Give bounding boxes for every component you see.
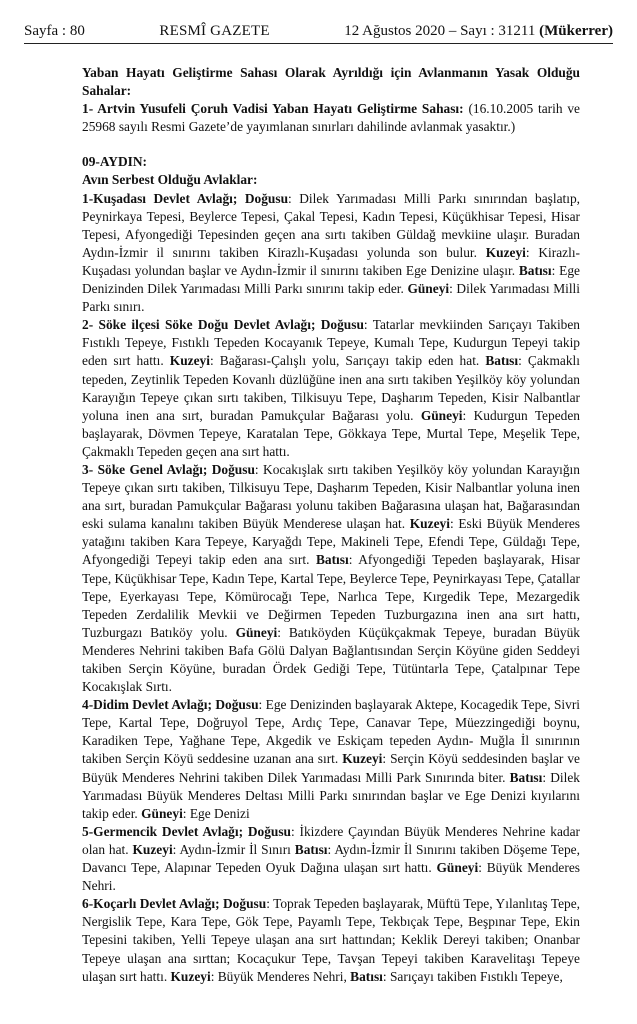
direction-text: : Dilek Yarımadası Milli Parkı sınırından başlatıp, Peynirkaya Tepesi, Beylerce Tepesi, Çakal Tepesi, Kadın Tepesi, Küçükhisar Tepesi, Hisar Tepesi, Afyongediği Tepesinden geçen ana sırtı takiben Güldağ mevkiine ulaşır. Buradan Aydın-İzmir il sınırını takiben Kirazlı-Kuşadası yolunda son bulur. — [82, 190, 580, 260]
direction-label: Doğusu — [244, 190, 289, 206]
direction-label: Kuzeyi — [409, 516, 450, 532]
direction-text: : Toprak Tepeden başlayarak, Müftü Tepe, Yılanlıtaş Tepe, Nergislik Tepe, Kara Tepe, Gök Tepe, Payamlı Tepe, Tekbıçak Tepe, Beşpınar Tepe, Ekin Tepesini takiben, Yelli Tepeye ulaşan ana sırt hattından; Keklik Dereyi takiben; Onanbar Tepeye ulaşan ana sırttan; Kocaçukur Tepe, Tavşan Tepeyi takiben Karavelitaşı Tepeye ulaşan sırt hattı. — [82, 896, 580, 984]
avlak-entry — [82, 696, 580, 823]
direction-label: Güneyi — [420, 407, 463, 423]
direction-label: Doğusu — [223, 896, 267, 912]
direction-label: Kuzeyi — [342, 751, 383, 767]
direction-label: Doğusu — [211, 461, 255, 477]
direction-text: : Tatarlar mevkiinden Sarıçayı Takiben Fıstıklı Tepeye, Fıstıklı Tepeden Kocayanık Tepeye, Kumalı Tepe, Kudurgun Tepeyi takip eden sırt hattı. — [82, 317, 580, 369]
direction-label: Kuzeyi — [170, 968, 211, 984]
direction-text: : Büyük Menderes Nehri, — [210, 968, 351, 984]
direction-label: Batısı — [485, 353, 519, 369]
direction-text: : Çakmaklı tepeden, Zeytinlik Tepeden Kovanlı düzlüğüne inen ana sırtı takiben Yeşilköy köy yolundan Karayığın Tepeye çıkan sırtı takiben, Tilkisuyu Tepe, Daşharım Tepeden, Kisir Nalbantlar yoluna inen ana sırt, buradan Pamukçular Bağarası yolu. — [82, 353, 580, 423]
direction-label: Kuzeyi — [169, 353, 210, 369]
intro-item-text: (16.10.2005 tarih ve 25968 sayılı Resmi Gazete’de yayımlanan sınırları dahilinde avlanmak yasaktır.) — [82, 101, 580, 135]
direction-label: Doğusu — [247, 823, 291, 839]
avlak-entry — [82, 823, 580, 895]
direction-label: Kuzeyi — [132, 841, 173, 857]
direction-label: Batısı — [509, 769, 543, 785]
direction-label: Batısı — [350, 968, 383, 984]
avlak-title: 5-Germencik Devlet Avlağı; — [82, 823, 248, 839]
direction-text: : Büyük Menderes Nehri. — [82, 860, 580, 894]
direction-label: Güneyi — [436, 860, 479, 876]
avlak-list — [82, 190, 580, 986]
direction-text: : Ege Denizinden başlayarak Aktepe, Kocagedik Tepe, Sivri Tepe, Kartal Tepe, Doğruyol Tepe, Ardıç Tepe, Canavar Tepe, Müezzingediği boynu, Karadiken Tepe, Yağhane Tepe, Akgedik ve Eskiçam tepeden Aydın- Muğla İl sınırının takiben Serçin Köyü seddesine uzanan ana sırt. — [82, 697, 580, 767]
direction-text: : Kudurgun Tepeden başlayarak, Dövmen Tepeye, Karatalan Tepe, Gökkaya Tepe, Murtal Tepe, Meşelik Tepe, Çakmaklı Tepeden geçen ana sırt hattı. — [82, 407, 580, 459]
province-code: 09-AYDIN: — [82, 154, 147, 170]
avlak-entry — [82, 190, 580, 317]
avlak-title: 2- Söke ilçesi Söke Doğu Devlet Avlağı; — [82, 317, 321, 333]
direction-text: : Kocakışlak sırtı takiben Yeşilköy köy yolundan Karayığın Tepeye çıkan sırtı takiben, Tilkisuyu Tepe, Daşharım Tepeden, Kisir Nalbantlar yoluna inen ana sırt, buradan Pamukçular Bağarası yolunu takiben Bağarasına ulaşan hat, Bağarasından eski sulama kanalını takiben Büyük Menderese ulaşan hat. — [82, 461, 580, 532]
avlak-entry — [82, 461, 580, 696]
direction-text: : Afyongediği Tepeden başlayarak, Hisar Tepe, Küçükhisar Tepe, Kadın Tepe, Kartal Tepe, Beylerce Tepe, Peynirkayası Tepe, Çatallar Tepe, Eyerkayası Tepe, Kömürocağı Tepe, Narlıca Tepe, Kırgedik Tepe, Mezargedik Tepeden Zerdalilik Mevkii ve Değirmen Tepeden Tuzburgazına inen ana sırt hattı, Tuzburgazı Batıköy yolu. — [82, 552, 580, 640]
direction-label: Güneyi — [407, 281, 450, 297]
avlak-title: 1-Kuşadası Devlet Avlağı; — [82, 190, 245, 206]
direction-label: Batısı — [294, 841, 328, 857]
avlak-title: 3- Söke Genel Avlağı; — [82, 461, 212, 477]
avlak-entry — [82, 316, 580, 461]
issue-date: 12 Ağustos 2020 – Sayı : 31211 — [344, 23, 540, 39]
direction-label: Doğusu — [320, 317, 364, 333]
direction-text: : Serçin Köyü seddesinden başlar ve Büyük Menderes Nehrini takiben Dilek Yarımadası Milli Park Sınırında biter. — [82, 751, 580, 785]
direction-text: : Aydın-İzmir İl Sınırını takiben Döşeme Tepe, Davancı Tepe, Alapınar Tepeden Oyuk Dağına ulaşan sırt hattı. — [82, 841, 580, 876]
issue-edition: (Mükerrer) — [539, 23, 613, 39]
direction-label: Güneyi — [141, 805, 183, 821]
direction-text: : Dilek Yarımadası Milli Parkı sınırı. — [82, 281, 580, 315]
document-body — [82, 64, 580, 986]
intro-item-title: 1- Artvin Yusufeli Çoruh Vadisi Yaban Hayatı Geliştirme Sahası: — [82, 101, 464, 117]
direction-text: : İkizdere Çayından Büyük Menderes Nehrine kadar olan hat. — [82, 823, 580, 857]
section-heading: Yaban Hayatı Geliştirme Sahası Olarak Ayrıldığı için Avlanmanın Yasak Olduğu Sahalar: — [82, 65, 580, 99]
direction-label: Batısı — [315, 552, 349, 568]
gazette-title: RESMÎ GAZETE — [159, 23, 270, 39]
direction-label: Güneyi — [235, 624, 278, 640]
avlak-title: 4-Didim Devlet Avlağı; — [82, 697, 216, 713]
avlak-title: 6-Koçarlı Devlet Avlağı; — [82, 896, 224, 912]
intro-item — [82, 100, 580, 136]
direction-text: : Dilek Yarımadası Büyük Menderes Deltası Milli Parkı sınırından başlar ve Ege Denizi kıyılarını takip eder. — [82, 769, 581, 821]
direction-text: : Kirazlı-Kuşadası yolundan başlar ve Aydın-İzmir il sınırını takiben Ege Denizine ulaşır. — [82, 244, 580, 278]
issue-info — [344, 23, 613, 40]
direction-text: : Bağarası-Çalışlı yolu, Sarıçayı takip eden hat. — [209, 353, 486, 369]
direction-label: Batısı — [518, 262, 552, 278]
province-subheading: Avın Serbest Olduğu Avlaklar: — [82, 172, 258, 188]
direction-text: : Eski Büyük Menderes yatağını takiben Kara Tepeye, Karyağdı Tepe, Makineli Tepe, Efendi Tepe, Güldağı Tepe, Afyongediği Tepeyi takip eden ana sırt. — [82, 516, 580, 568]
direction-text: : Batıköyden Küçükçakmak Tepeye, buradan Büyük Menderes Nehrini takiben Bafa Gölü Dalyan Bağlantısından Serçin Köyüne giden Seddeyi takiben Serçin Köyüne, buradan Ördek Gediği Tepe, Tütüntarla Tepe, Çatalpınar Tepe Kocakışlak Sırtı. — [82, 624, 580, 695]
page-number: Sayfa : 80 — [24, 23, 85, 39]
direction-label: Kuzeyi — [485, 244, 526, 260]
direction-label: Doğusu — [215, 697, 259, 713]
direction-text: : Ege Denizi — [182, 805, 250, 821]
direction-text: : Sarıçayı takiben Fıstıklı Tepeye, — [382, 968, 563, 984]
page-header — [24, 18, 613, 44]
avlak-entry — [82, 895, 580, 985]
direction-text: : Aydın-İzmir İl Sınırı — [172, 841, 295, 857]
direction-text: : Ege Denizinden Dilek Yarımadası Milli Parkı sınırını takip eder. — [82, 262, 580, 297]
